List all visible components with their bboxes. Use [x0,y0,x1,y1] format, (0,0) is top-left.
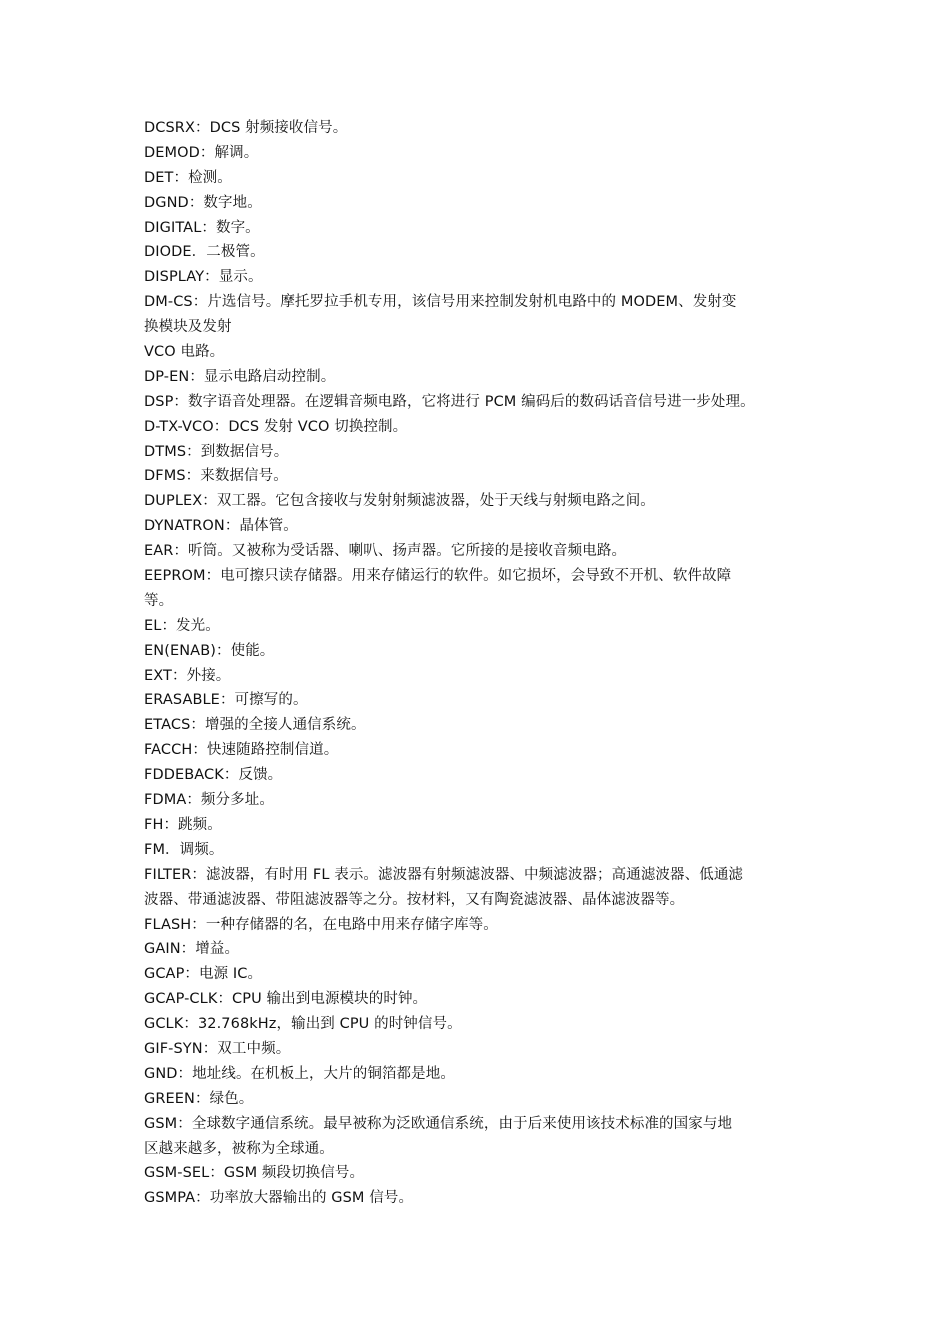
text-line: 等。 [144,592,174,609]
text-line: FH：跳频。 [144,816,222,833]
text-line: DYNATRON：晶体管。 [144,518,298,535]
text-line: DIGITAL：数字。 [144,219,260,236]
text-line: DCSRX：DCS 射频接收信号。 [144,120,348,136]
text-line: FLASH：一种存储器的名，在电路中用来存储字库等。 [144,916,498,933]
text-line: DISPLAY：显示。 [144,269,263,286]
text-line: FDDEBACK：反馈。 [144,767,283,784]
text-line: DEMOD：解调。 [144,144,259,161]
text-line: GND：地址线。在机板上，大片的铜箔都是地。 [144,1065,455,1082]
text-line: D-TX-VCO：DCS 发射 VCO 切换控制。 [144,418,408,435]
text-line: 区越来越多，被称为全球通。 [144,1140,334,1157]
text-line: VCO 电路。 [144,344,225,361]
text-line: DET：检测。 [144,169,232,186]
text-line: GSM-SEL：GSM 频段切换信号。 [144,1165,365,1182]
text-line: EEPROM：电可擦只读存储器。用来存储运行的软件。如它损坏，会导致不开机、软件故障 [144,568,732,585]
text-line: DFMS：来数据信号。 [144,468,288,485]
text-line: DM-CS：片选信号。摩托罗拉手机专用，该信号用来控制发射机电路中的 MODEM、发射变 [144,294,737,311]
text-line: GSM：全球数字通信系统。最早被称为泛欧通信系统，由于后来使用该技术标准的国家与地 [144,1115,733,1132]
text-line: ERASABLE：可擦写的。 [144,692,308,709]
text-line: ETACS：增强的全接人通信系统。 [144,717,366,734]
text-line: GCLK：32.768kHz，输出到 CPU 的时钟信号。 [144,1016,462,1033]
text-line: DGND：数字地。 [144,194,262,211]
text-line: DSP：数字语音处理器。在逻辑音频电路，它将进行 PCM 编码后的数码话音信号进一步处理。 [144,393,755,410]
text-line: EAR：听筒。又被称为受话器、喇叭、扬声器。它所接的是接收音频电路。 [144,543,627,560]
text-line: EXT：外接。 [144,667,231,684]
text-line: GAIN：增益。 [144,941,240,958]
document-body [144,116,812,1211]
text-line: DIODE．二极管。 [144,244,265,261]
text-line: GSMPA：功率放大器输出的 GSM 信号。 [144,1190,414,1207]
text-line: 波器、带通滤波器、带阻滤波器等之分。按材料，又有陶瓷滤波器、晶体滤波器等。 [144,891,685,908]
text-line: DTMS：到数据信号。 [144,443,289,460]
text-line: GCAP：电源 IC。 [144,966,263,983]
text-line: EN(ENAB)：使能。 [144,642,275,659]
text-line: GCAP-CLK：CPU 输出到电源模块的时钟。 [144,991,428,1008]
text-line: EL：发光。 [144,617,220,634]
text-line: 换模块及发射 [144,319,232,336]
text-line: DP-EN：显示电路启动控制。 [144,368,336,385]
text-line: GREEN：绿色。 [144,1090,254,1107]
text-line: FILTER：滤波器，有时用 FL 表示。滤波器有射频滤波器、中频滤波器；高通滤波器、低通滤 [144,866,744,883]
text-line: FM．调频。 [144,841,224,858]
text-line: FACCH：快速随路控制信道。 [144,742,339,759]
text-line: GIF-SYN：双工中频。 [144,1040,291,1057]
text-line: DUPLEX：双工器。它包含接收与发射射频滤波器，处于天线与射频电路之间。 [144,493,655,510]
text-line: FDMA：频分多址。 [144,792,274,809]
